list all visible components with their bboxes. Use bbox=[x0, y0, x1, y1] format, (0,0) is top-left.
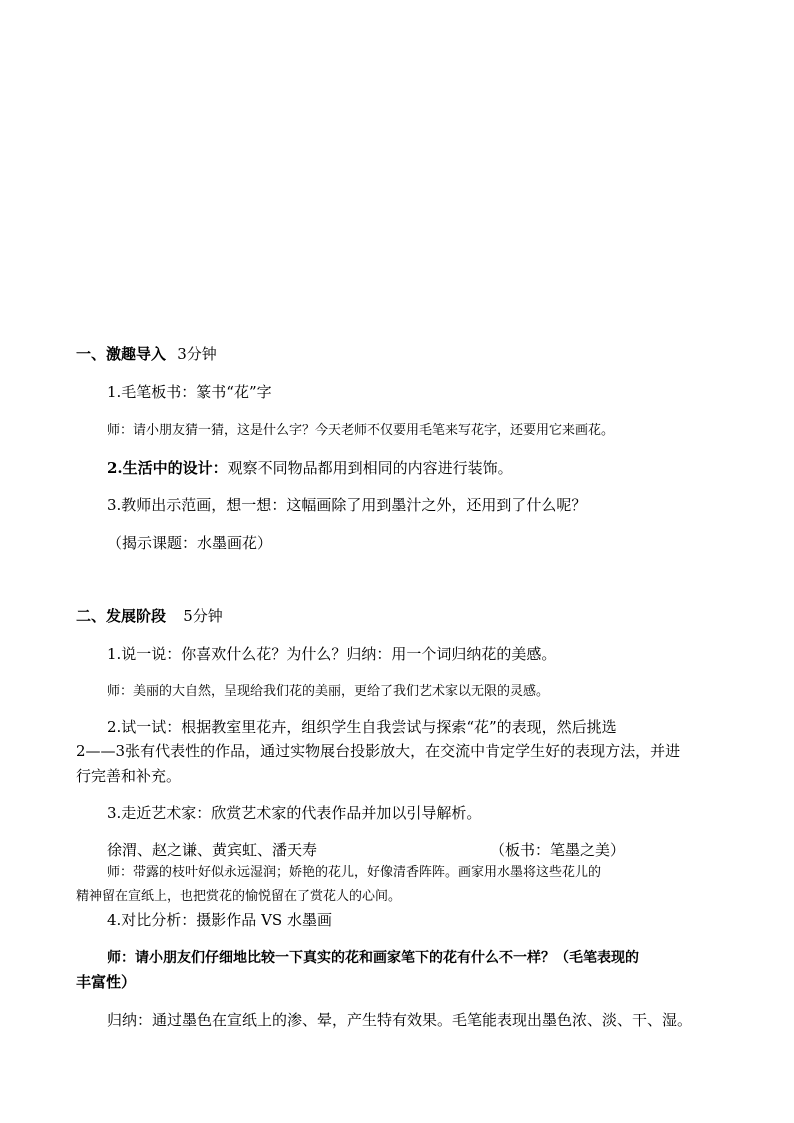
s2-item-1: 1.说一说：你喜欢什么花？为什么？归纳：用一个词归纳花的美感。 bbox=[107, 645, 557, 663]
s2-item-2-line-3: 行完善和补充。 bbox=[76, 767, 182, 785]
s1-item-2-text: 观察不同物品都用到相同的内容进行装饰。 bbox=[227, 459, 513, 477]
section-1-heading: 一、激趣导入 bbox=[76, 345, 167, 363]
s1-item-2-title: 2.生活中的设计： bbox=[107, 459, 228, 477]
s2-teacher-note-2-line-2: 精神留在宣纸上，也把赏花的愉悦留在了赏花人的心间。 bbox=[76, 889, 402, 904]
section-2-time: 5分钟 bbox=[183, 607, 223, 625]
s2-item-2-line-2: 2——3张有代表性的作品，通过实物展台投影放大，在交流中肯定学生好的表现方法，并进 bbox=[76, 742, 681, 760]
s2-item-2-line-1: 2.试一试：根据教室里花卉，组织学生自我尝试与探索“花”的表现，然后挑选 bbox=[107, 718, 617, 736]
s2-item-3: 3.走近艺术家：欣赏艺术家的代表作品并加以引导解析。 bbox=[107, 804, 482, 822]
s1-item-1: 1.毛笔板书：篆书“花”字 bbox=[107, 383, 272, 401]
s2-item-4: 4.对比分析：摄影作品 VS 水墨画 bbox=[107, 911, 332, 929]
s1-item-2-line bbox=[107, 458, 513, 478]
s2-teacher-question-line-2: 丰富性） bbox=[76, 973, 137, 991]
section-2-heading: 二、发展阶段 bbox=[76, 607, 167, 625]
s1-topic-reveal: （揭示课题：水墨画花） bbox=[107, 534, 273, 552]
s2-teacher-question-line-1: 师：请小朋友们仔细地比较一下真实的花和画家笔下的花有什么不一样？（毛笔表现的 bbox=[107, 950, 639, 966]
section-1-time: 3分钟 bbox=[177, 345, 217, 363]
s1-item-3: 3.教师出示范画，想一想：这幅画除了用到墨汁之外，还用到了什么呢？ bbox=[107, 496, 587, 514]
s2-board-note: （板书：笔墨之美） bbox=[490, 841, 626, 859]
section-2-heading-line bbox=[76, 606, 223, 626]
section-1-heading-line bbox=[76, 344, 217, 364]
s2-teacher-note-1: 师：美丽的大自然，呈现给我们花的美丽，更给了我们艺术家以无限的灵感。 bbox=[107, 684, 550, 699]
s2-artists: 徐渭、赵之谦、黄宾虹、潘天寿 bbox=[107, 841, 318, 859]
s2-summary: 归纳：通过墨色在宣纸上的渗、晕，产生特有效果。毛笔能表现出墨色浓、淡、干、湿。 bbox=[107, 1011, 693, 1029]
s2-teacher-note-2-line-1: 师：带露的枝叶好似永远湿润；娇艳的花儿，好像清香阵阵。画家用水墨将这些花儿的 bbox=[107, 865, 602, 880]
s1-teacher-note: 师：请小朋友猜一猜，这是什么字？今天老师不仅要用毛笔来写花字，还要用它来画花。 bbox=[107, 423, 615, 438]
